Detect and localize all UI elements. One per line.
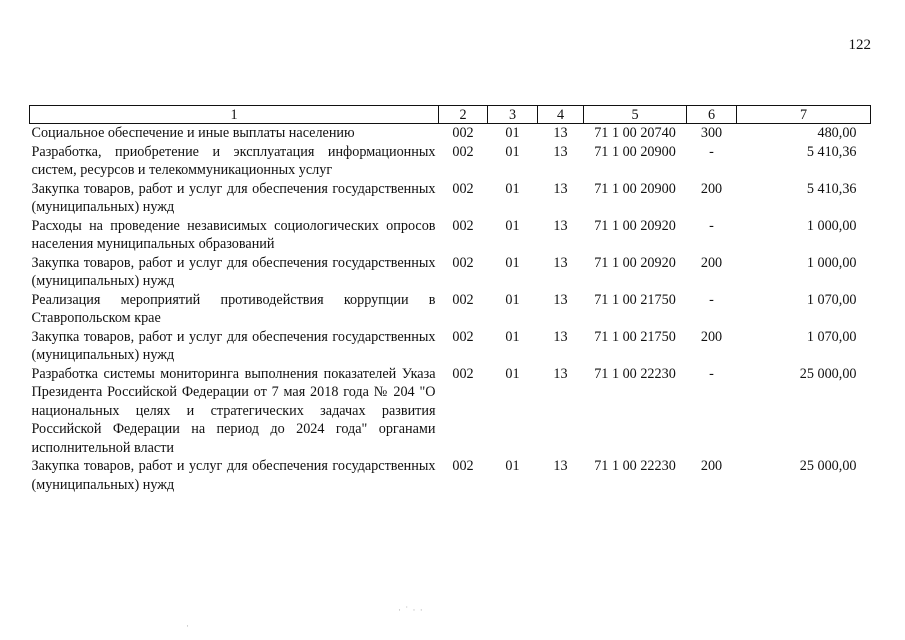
table-row <box>30 143 871 180</box>
row-expense-type: 200 <box>700 180 723 197</box>
row-expense-type: 200 <box>700 328 723 345</box>
header-col-2: 2 <box>439 106 488 124</box>
row-code-section: 01 <box>505 143 520 160</box>
row-code-ministry: 002 <box>452 458 474 474</box>
row-amount: 1 000,00 <box>806 217 857 234</box>
table-row <box>30 365 871 458</box>
row-code-subsection: 13 <box>553 328 568 345</box>
table-body <box>30 124 871 495</box>
row-name: Реализация мероприятий противодействия коррупции в Ставропольском крае <box>31 291 436 326</box>
row-code-subsection: 13 <box>553 125 568 141</box>
row-target-article: 71 1 00 20740 <box>594 125 676 141</box>
row-code-section: 01 <box>505 217 520 234</box>
row-name: Разработка системы мониторинга выполнения показателей Указа Президента Российской Федерации от 7 мая 2018 года № 204 "О национальных целях и стратегических задачах развития Российской Федерации на период до 2024 года" органами исполнительной власти <box>31 365 436 456</box>
row-name: Закупка товаров, работ и услуг для обеспечения государственных (муниципальных) нужд <box>31 458 436 493</box>
page-number: 122 <box>848 37 871 53</box>
row-code-section: 01 <box>505 291 520 308</box>
row-amount: 5 410,36 <box>806 180 857 197</box>
row-code-ministry: 002 <box>452 254 474 271</box>
row-expense-type: - <box>709 217 714 234</box>
row-amount: 5 410,36 <box>806 143 857 160</box>
row-target-article: 71 1 00 21750 <box>594 291 676 308</box>
row-code-section: 01 <box>505 458 520 474</box>
table-row <box>30 291 871 328</box>
row-code-subsection: 13 <box>553 291 568 308</box>
row-expense-type: 200 <box>700 254 723 271</box>
table-header <box>30 106 871 124</box>
row-name: Социальное обеспечение и иные выплаты населению <box>31 125 355 141</box>
row-code-ministry: 002 <box>452 217 474 234</box>
table-row <box>30 457 871 494</box>
row-code-section: 01 <box>505 365 520 382</box>
row-code-subsection: 13 <box>553 217 568 234</box>
row-name: Закупка товаров, работ и услуг для обеспечения государственных (муниципальных) нужд <box>31 328 436 363</box>
table-row <box>30 124 871 143</box>
header-col-6: 6 <box>687 106 737 124</box>
row-target-article: 71 1 00 20920 <box>594 217 676 234</box>
row-name: Закупка товаров, работ и услуг для обеспечения государственных (муниципальных) нужд <box>31 180 436 215</box>
table-row <box>30 328 871 365</box>
row-code-section: 01 <box>505 125 520 141</box>
header-row <box>30 106 871 124</box>
row-amount: 480,00 <box>817 125 857 141</box>
header-col-1: 1 <box>30 106 439 124</box>
row-code-ministry: 002 <box>452 365 474 382</box>
row-expense-type: - <box>709 291 714 308</box>
row-target-article: 71 1 00 20900 <box>594 143 676 160</box>
header-col-5: 5 <box>584 106 687 124</box>
row-target-article: 71 1 00 22230 <box>594 458 676 474</box>
row-code-section: 01 <box>505 180 520 197</box>
row-code-ministry: 002 <box>452 291 474 308</box>
row-code-ministry: 002 <box>452 328 474 345</box>
scan-artifact: · <box>186 621 190 631</box>
row-name: Разработка, приобретение и эксплуатация информационных систем, ресурсов и телекоммуникационных услуг <box>31 143 436 178</box>
header-col-7: 7 <box>737 106 871 124</box>
header-col-3: 3 <box>488 106 538 124</box>
row-code-subsection: 13 <box>553 365 568 382</box>
row-amount: 25 000,00 <box>799 458 857 474</box>
row-target-article: 71 1 00 20920 <box>594 254 676 271</box>
row-code-ministry: 002 <box>452 143 474 160</box>
table-row <box>30 217 871 254</box>
row-code-subsection: 13 <box>553 143 568 160</box>
row-amount: 25 000,00 <box>799 365 857 382</box>
row-expense-type: 200 <box>700 458 723 474</box>
row-target-article: 71 1 00 20900 <box>594 180 676 197</box>
row-code-subsection: 13 <box>553 458 568 474</box>
row-name: Закупка товаров, работ и услуг для обеспечения государственных (муниципальных) нужд <box>31 254 436 289</box>
row-code-subsection: 13 <box>553 254 568 271</box>
row-expense-type: 300 <box>700 125 723 141</box>
row-amount: 1 000,00 <box>806 254 857 271</box>
header-col-4: 4 <box>538 106 584 124</box>
scan-artifact: · ˙ · · <box>398 605 424 615</box>
row-code-section: 01 <box>505 254 520 271</box>
row-target-article: 71 1 00 22230 <box>594 365 676 382</box>
table-row <box>30 180 871 217</box>
row-code-ministry: 002 <box>452 125 474 141</box>
row-amount: 1 070,00 <box>806 328 857 345</box>
row-code-ministry: 002 <box>452 180 474 197</box>
row-amount: 1 070,00 <box>806 291 857 308</box>
budget-table <box>29 105 871 494</box>
table-row <box>30 254 871 291</box>
row-name: Расходы на проведение независимых социологических опросов населения муниципальных образований <box>31 217 436 252</box>
row-code-section: 01 <box>505 328 520 345</box>
row-expense-type: - <box>709 143 714 160</box>
row-target-article: 71 1 00 21750 <box>594 328 676 345</box>
row-code-subsection: 13 <box>553 180 568 197</box>
row-expense-type: - <box>709 365 714 382</box>
